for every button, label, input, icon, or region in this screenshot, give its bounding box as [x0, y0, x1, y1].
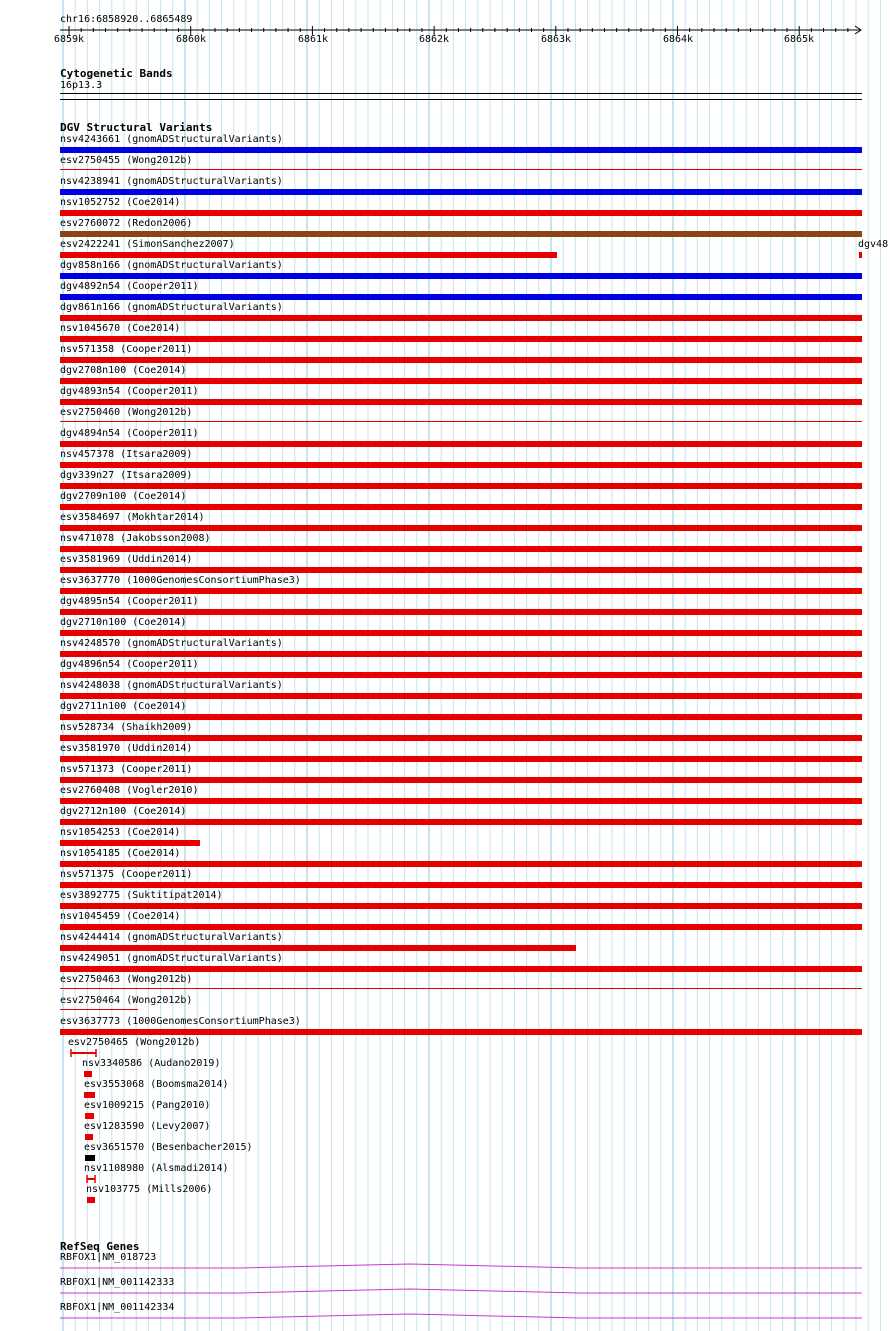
- dgv-feature-bar[interactable]: [60, 357, 862, 363]
- dgv-feature-bar[interactable]: [60, 798, 862, 804]
- dgv-feature-label[interactable]: dgv4894n54 (Cooper2011): [60, 428, 199, 439]
- refseq-track-title[interactable]: RefSeq Genes: [60, 1240, 140, 1253]
- dgv-feature-bar[interactable]: [60, 988, 862, 989]
- dgv-feature-label[interactable]: nsv571373 (Cooper2011): [60, 764, 193, 775]
- dgv-feature-label[interactable]: dgv2708n100 (Coe2014): [60, 365, 187, 376]
- dgv-feature-bar[interactable]: [60, 315, 862, 321]
- dgv-feature-label[interactable]: esv1009215 (Pang2010): [84, 1100, 211, 1111]
- dgv-feature-bar[interactable]: [60, 273, 862, 279]
- dgv-feature-label[interactable]: dgv861n166 (gnomADStructuralVariants): [60, 302, 283, 313]
- dgv-feature-label[interactable]: dgv48: [858, 239, 889, 250]
- dgv-feature-label[interactable]: dgv2711n100 (Coe2014): [60, 701, 187, 712]
- dgv-feature-bar[interactable]: [60, 651, 862, 657]
- dgv-feature-bar[interactable]: [60, 336, 862, 342]
- dgv-feature-label[interactable]: nsv103775 (Mills2006): [86, 1184, 213, 1195]
- dgv-feature-bar[interactable]: [60, 693, 862, 699]
- dgv-feature-label[interactable]: esv2422241 (SimonSanchez2007): [60, 239, 235, 250]
- dgv-feature-label[interactable]: esv2760408 (Vogler2010): [60, 785, 199, 796]
- dgv-feature-bar[interactable]: [60, 504, 862, 510]
- dgv-feature-bar[interactable]: [60, 714, 862, 720]
- ruler-axis: [0, 0, 890, 60]
- dgv-feature-bar[interactable]: [60, 252, 557, 258]
- dgv-feature-bar[interactable]: [60, 567, 862, 573]
- dgv-feature-bar[interactable]: [60, 840, 200, 846]
- dgv-feature-label[interactable]: nsv4248038 (gnomADStructuralVariants): [60, 680, 283, 691]
- dgv-feature-bar[interactable]: [84, 1071, 92, 1077]
- dgv-feature-bar[interactable]: [60, 421, 862, 422]
- dgv-feature-label[interactable]: nsv457378 (Itsara2009): [60, 449, 193, 460]
- dgv-feature-label[interactable]: dgv4893n54 (Cooper2011): [60, 386, 199, 397]
- dgv-feature-label[interactable]: nsv4249051 (gnomADStructuralVariants): [60, 953, 283, 964]
- dgv-feature-bar[interactable]: [60, 378, 862, 384]
- dgv-feature-bar[interactable]: [60, 147, 862, 153]
- region-label: chr16:6858920..6865489: [60, 14, 193, 25]
- dgv-feature-label[interactable]: dgv4892n54 (Cooper2011): [60, 281, 199, 292]
- cytoband-line-bottom: [60, 99, 862, 100]
- dgv-feature-label[interactable]: esv2750465 (Wong2012b): [68, 1037, 201, 1048]
- dgv-feature-label[interactable]: esv3581969 (Uddin2014): [60, 554, 193, 565]
- dgv-feature-label[interactable]: dgv2710n100 (Coe2014): [60, 617, 187, 628]
- dgv-feature-whisker[interactable]: [86, 1175, 97, 1183]
- dgv-feature-bar[interactable]: [60, 441, 862, 447]
- dgv-feature-bar[interactable]: [60, 525, 862, 531]
- dgv-feature-bar[interactable]: [60, 630, 862, 636]
- dgv-feature-label[interactable]: esv2750463 (Wong2012b): [60, 974, 193, 985]
- dgv-feature-bar[interactable]: [85, 1134, 93, 1140]
- refseq-gene-label[interactable]: RBFOX1|NM_001142333: [60, 1277, 175, 1288]
- dgv-feature-label[interactable]: dgv2709n100 (Coe2014): [60, 491, 187, 502]
- cytoband-label[interactable]: 16p13.3: [60, 80, 103, 91]
- dgv-feature-label[interactable]: esv3553068 (Boomsma2014): [84, 1079, 229, 1090]
- dgv-feature-bar[interactable]: [85, 1113, 94, 1119]
- cytoband-track-title[interactable]: Cytogenetic Bands: [60, 67, 173, 80]
- dgv-feature-label[interactable]: esv2750464 (Wong2012b): [60, 995, 193, 1006]
- refseq-gene-label[interactable]: RBFOX1|NM_001142334: [60, 1302, 175, 1313]
- dgv-feature-label[interactable]: nsv1045670 (Coe2014): [60, 323, 181, 334]
- dgv-feature-label[interactable]: nsv4238941 (gnomADStructuralVariants): [60, 176, 283, 187]
- cytoband-line-top: [60, 93, 862, 94]
- dgv-feature-bar[interactable]: [60, 735, 862, 741]
- dgv-feature-label[interactable]: esv2760072 (Redon2006): [60, 218, 193, 229]
- dgv-feature-bar[interactable]: [859, 252, 862, 258]
- dgv-feature-bar[interactable]: [60, 399, 862, 405]
- dgv-feature-bar[interactable]: [60, 924, 862, 930]
- ruler-tick-label: 6860k: [175, 34, 207, 45]
- ruler-tick-label: 6865k: [783, 34, 815, 45]
- dgv-feature-label[interactable]: esv2750460 (Wong2012b): [60, 407, 193, 418]
- dgv-feature-label[interactable]: nsv1054253 (Coe2014): [60, 827, 181, 838]
- dgv-feature-bar[interactable]: [60, 819, 862, 825]
- dgv-feature-label[interactable]: dgv339n27 (Itsara2009): [60, 470, 193, 481]
- dgv-feature-label[interactable]: nsv571358 (Cooper2011): [60, 344, 193, 355]
- dgv-feature-label[interactable]: esv3637773 (1000GenomesConsortiumPhase3): [60, 1016, 301, 1027]
- refseq-gene-label[interactable]: RBFOX1|NM_018723: [60, 1252, 157, 1263]
- dgv-feature-bar[interactable]: [60, 189, 862, 195]
- dgv-feature-bar[interactable]: [60, 231, 862, 237]
- dgv-feature-label[interactable]: nsv1052752 (Coe2014): [60, 197, 181, 208]
- dgv-feature-bar[interactable]: [60, 966, 862, 972]
- dgv-feature-label[interactable]: dgv858n166 (gnomADStructuralVariants): [60, 260, 283, 271]
- ruler-tick-label: 6862k: [418, 34, 450, 45]
- dgv-feature-bar[interactable]: [85, 1155, 95, 1161]
- dgv-feature-label[interactable]: nsv4243661 (gnomADStructuralVariants): [60, 134, 283, 145]
- dgv-feature-label[interactable]: esv3892775 (Suktitipat2014): [60, 890, 223, 901]
- dgv-feature-label[interactable]: esv3584697 (Mokhtar2014): [60, 512, 205, 523]
- dgv-feature-bar[interactable]: [60, 294, 862, 300]
- dgv-feature-bar[interactable]: [60, 588, 862, 594]
- dgv-feature-label[interactable]: esv3637770 (1000GenomesConsortiumPhase3): [60, 575, 301, 586]
- dgv-feature-label[interactable]: nsv571375 (Cooper2011): [60, 869, 193, 880]
- dgv-feature-bar[interactable]: [60, 945, 576, 951]
- dgv-feature-bar[interactable]: [60, 483, 862, 489]
- dgv-feature-label[interactable]: nsv471078 (Jakobsson2008): [60, 533, 211, 544]
- dgv-feature-bar[interactable]: [60, 882, 862, 888]
- dgv-feature-bar[interactable]: [60, 1029, 862, 1035]
- dgv-feature-bar[interactable]: [60, 861, 862, 867]
- dgv-feature-label[interactable]: nsv4248570 (gnomADStructuralVariants): [60, 638, 283, 649]
- dgv-feature-bar[interactable]: [60, 169, 862, 170]
- dgv-track-title[interactable]: DGV Structural Variants: [60, 121, 213, 134]
- dgv-feature-label[interactable]: nsv3340586 (Audano2019): [82, 1058, 221, 1069]
- dgv-feature-whisker[interactable]: [70, 1049, 98, 1057]
- dgv-feature-label[interactable]: esv3581970 (Uddin2014): [60, 743, 193, 754]
- dgv-feature-label[interactable]: dgv2712n100 (Coe2014): [60, 806, 187, 817]
- ruler-tick-label: 6861k: [297, 34, 329, 45]
- dgv-feature-label[interactable]: nsv1108980 (Alsmadi2014): [84, 1163, 229, 1174]
- dgv-feature-bar[interactable]: [60, 672, 862, 678]
- dgv-feature-label[interactable]: esv3651570 (Besenbacher2015): [84, 1142, 253, 1153]
- dgv-feature-bar[interactable]: [60, 903, 862, 909]
- dgv-feature-bar[interactable]: [60, 756, 862, 762]
- dgv-feature-label[interactable]: esv1283590 (Levy2007): [84, 1121, 211, 1132]
- dgv-feature-bar[interactable]: [60, 609, 862, 615]
- dgv-feature-bar[interactable]: [60, 1009, 138, 1010]
- dgv-feature-bar[interactable]: [87, 1197, 95, 1203]
- dgv-feature-label[interactable]: nsv528734 (Shaikh2009): [60, 722, 193, 733]
- dgv-feature-bar[interactable]: [60, 462, 862, 468]
- dgv-feature-bar[interactable]: [60, 777, 862, 783]
- ruler-tick-label: 6859k: [53, 34, 85, 45]
- dgv-feature-label[interactable]: nsv1054185 (Coe2014): [60, 848, 181, 859]
- dgv-feature-label[interactable]: nsv1045459 (Coe2014): [60, 911, 181, 922]
- dgv-feature-bar[interactable]: [60, 546, 862, 552]
- ruler-tick-label: 6863k: [540, 34, 572, 45]
- dgv-feature-label[interactable]: nsv4244414 (gnomADStructuralVariants): [60, 932, 283, 943]
- dgv-feature-label[interactable]: esv2750455 (Wong2012b): [60, 155, 193, 166]
- dgv-feature-bar[interactable]: [84, 1092, 95, 1098]
- dgv-feature-label[interactable]: dgv4895n54 (Cooper2011): [60, 596, 199, 607]
- ruler-tick-label: 6864k: [662, 34, 694, 45]
- dgv-feature-bar[interactable]: [60, 210, 862, 216]
- dgv-feature-label[interactable]: dgv4896n54 (Cooper2011): [60, 659, 199, 670]
